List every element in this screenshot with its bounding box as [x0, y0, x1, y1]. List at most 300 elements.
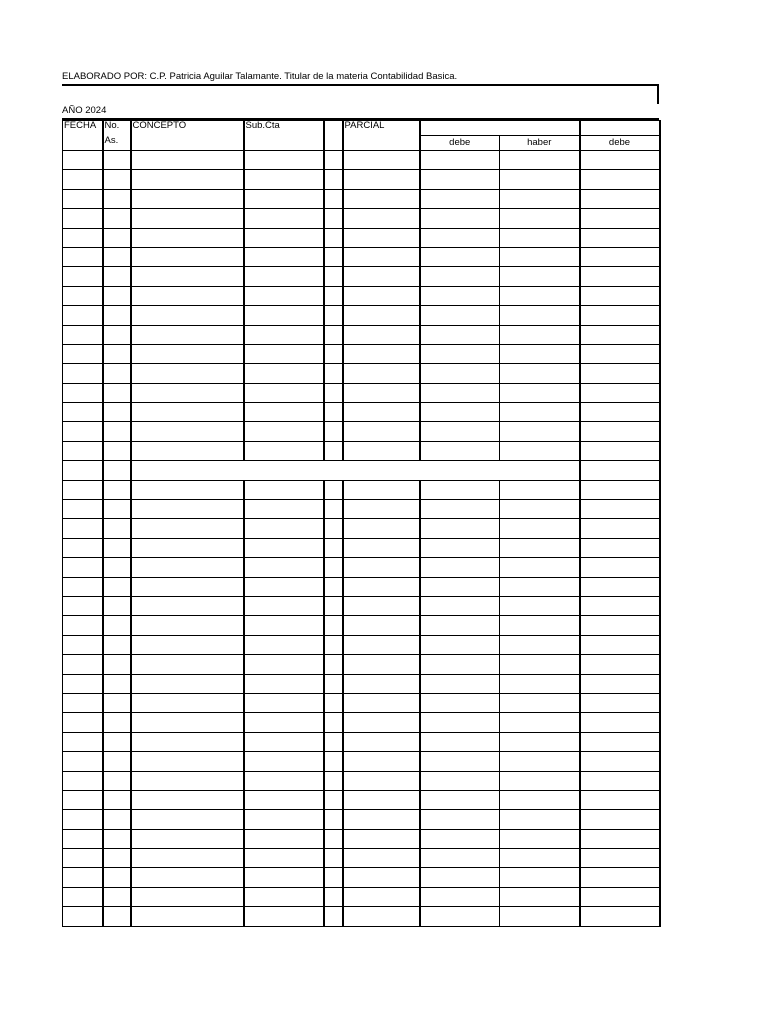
- cell-debe-1[interactable]: [420, 286, 500, 305]
- cell-parcial[interactable]: [343, 558, 420, 577]
- cell-debe-1[interactable]: [420, 635, 500, 654]
- cell-subcta[interactable]: [244, 538, 324, 557]
- cell-subcta[interactable]: [244, 500, 324, 519]
- cell-no-as[interactable]: [103, 829, 131, 848]
- cell-subcta[interactable]: [244, 441, 324, 460]
- cell-debe-1[interactable]: [420, 907, 500, 926]
- cell-concepto[interactable]: [131, 538, 244, 557]
- cell-debe-2[interactable]: [580, 189, 660, 208]
- cell-debe-1[interactable]: [420, 403, 500, 422]
- cell-debe-2[interactable]: [580, 538, 660, 557]
- cell-debe-2[interactable]: [580, 325, 660, 344]
- cell-fecha[interactable]: [63, 383, 103, 402]
- cell-fecha[interactable]: [63, 907, 103, 926]
- cell-concepto[interactable]: [131, 810, 244, 829]
- cell-blank[interactable]: [324, 189, 343, 208]
- cell-debe-2[interactable]: [580, 790, 660, 809]
- cell-blank[interactable]: [324, 616, 343, 635]
- cell-parcial[interactable]: [343, 868, 420, 887]
- cell-subcta[interactable]: [244, 247, 324, 266]
- cell-subcta[interactable]: [244, 422, 324, 441]
- cell-concepto[interactable]: [131, 383, 244, 402]
- cell-debe-1[interactable]: [420, 306, 500, 325]
- cell-haber-1[interactable]: [500, 596, 580, 615]
- cell-fecha[interactable]: [63, 189, 103, 208]
- cell-subcta[interactable]: [244, 325, 324, 344]
- cell-debe-2[interactable]: [580, 383, 660, 402]
- cell-haber-1[interactable]: [500, 344, 580, 363]
- cell-haber-1[interactable]: [500, 868, 580, 887]
- cell-debe-1[interactable]: [420, 616, 500, 635]
- cell-concepto[interactable]: [131, 616, 244, 635]
- cell-parcial[interactable]: [343, 403, 420, 422]
- cell-subcta[interactable]: [244, 752, 324, 771]
- cell-debe-2[interactable]: [580, 500, 660, 519]
- cell-concepto[interactable]: [131, 771, 244, 790]
- cell-haber-1[interactable]: [500, 422, 580, 441]
- cell-blank[interactable]: [324, 538, 343, 557]
- cell-fecha[interactable]: [63, 286, 103, 305]
- cell-subcta[interactable]: [244, 635, 324, 654]
- cell-haber-1[interactable]: [500, 887, 580, 906]
- cell-debe-2[interactable]: [580, 616, 660, 635]
- cell-parcial[interactable]: [343, 907, 420, 926]
- cell-fecha[interactable]: [63, 558, 103, 577]
- cell-debe-1[interactable]: [420, 887, 500, 906]
- cell-no-as[interactable]: [103, 849, 131, 868]
- cell-fecha[interactable]: [63, 674, 103, 693]
- cell-no-as[interactable]: [103, 596, 131, 615]
- cell-subcta[interactable]: [244, 596, 324, 615]
- cell-blank[interactable]: [324, 752, 343, 771]
- cell-blank[interactable]: [324, 596, 343, 615]
- cell-subcta[interactable]: [244, 519, 324, 538]
- cell-no-as[interactable]: [103, 247, 131, 266]
- cell-parcial[interactable]: [343, 441, 420, 460]
- cell-fecha[interactable]: [63, 325, 103, 344]
- cell-debe-1[interactable]: [420, 422, 500, 441]
- cell-blank[interactable]: [324, 849, 343, 868]
- cell-subcta[interactable]: [244, 674, 324, 693]
- cell-haber-1[interactable]: [500, 151, 580, 170]
- cell-subcta[interactable]: [244, 655, 324, 674]
- cell-parcial[interactable]: [343, 383, 420, 402]
- cell-no-as[interactable]: [103, 170, 131, 189]
- cell-haber-1[interactable]: [500, 616, 580, 635]
- cell-no-as[interactable]: [103, 480, 131, 499]
- cell-fecha[interactable]: [63, 267, 103, 286]
- cell-no-as[interactable]: [103, 228, 131, 247]
- cell-fecha[interactable]: [63, 364, 103, 383]
- cell-fecha[interactable]: [63, 403, 103, 422]
- cell-no-as[interactable]: [103, 713, 131, 732]
- cell-debe-1[interactable]: [420, 441, 500, 460]
- cell-no-as[interactable]: [103, 325, 131, 344]
- cell-no-as[interactable]: [103, 790, 131, 809]
- cell-debe-2[interactable]: [580, 907, 660, 926]
- cell-fecha[interactable]: [63, 306, 103, 325]
- cell-no-as[interactable]: [103, 189, 131, 208]
- cell-no-as[interactable]: [103, 887, 131, 906]
- cell-debe-1[interactable]: [420, 868, 500, 887]
- cell-debe-1[interactable]: [420, 558, 500, 577]
- cell-parcial[interactable]: [343, 616, 420, 635]
- cell-parcial[interactable]: [343, 577, 420, 596]
- cell-debe-2[interactable]: [580, 577, 660, 596]
- cell-subcta[interactable]: [244, 383, 324, 402]
- cell-concepto[interactable]: [131, 732, 244, 751]
- cell-fecha[interactable]: [63, 461, 103, 480]
- cell-debe-1[interactable]: [420, 500, 500, 519]
- cell-blank[interactable]: [324, 228, 343, 247]
- cell-concepto[interactable]: [131, 887, 244, 906]
- cell-parcial[interactable]: [343, 596, 420, 615]
- cell-concepto[interactable]: [131, 577, 244, 596]
- cell-debe-1[interactable]: [420, 170, 500, 189]
- cell-merged-concepto[interactable]: [131, 461, 580, 480]
- cell-parcial[interactable]: [343, 286, 420, 305]
- cell-blank[interactable]: [324, 907, 343, 926]
- cell-concepto[interactable]: [131, 790, 244, 809]
- cell-concepto[interactable]: [131, 500, 244, 519]
- cell-blank[interactable]: [324, 325, 343, 344]
- cell-debe-1[interactable]: [420, 674, 500, 693]
- cell-no-as[interactable]: [103, 286, 131, 305]
- cell-debe-1[interactable]: [420, 771, 500, 790]
- cell-subcta[interactable]: [244, 849, 324, 868]
- cell-subcta[interactable]: [244, 713, 324, 732]
- cell-fecha[interactable]: [63, 151, 103, 170]
- cell-parcial[interactable]: [343, 635, 420, 654]
- cell-subcta[interactable]: [244, 577, 324, 596]
- cell-fecha[interactable]: [63, 790, 103, 809]
- cell-no-as[interactable]: [103, 441, 131, 460]
- cell-blank[interactable]: [324, 247, 343, 266]
- cell-fecha[interactable]: [63, 538, 103, 557]
- cell-haber-1[interactable]: [500, 500, 580, 519]
- cell-haber-1[interactable]: [500, 383, 580, 402]
- cell-debe-1[interactable]: [420, 829, 500, 848]
- cell-debe-2[interactable]: [580, 247, 660, 266]
- cell-no-as[interactable]: [103, 209, 131, 228]
- cell-concepto[interactable]: [131, 713, 244, 732]
- cell-concepto[interactable]: [131, 519, 244, 538]
- cell-no-as[interactable]: [103, 616, 131, 635]
- cell-concepto[interactable]: [131, 422, 244, 441]
- cell-debe-1[interactable]: [420, 713, 500, 732]
- cell-no-as[interactable]: [103, 693, 131, 712]
- cell-debe-1[interactable]: [420, 538, 500, 557]
- cell-no-as[interactable]: [103, 364, 131, 383]
- cell-concepto[interactable]: [131, 480, 244, 499]
- cell-blank[interactable]: [324, 441, 343, 460]
- cell-concepto[interactable]: [131, 829, 244, 848]
- cell-debe-1[interactable]: [420, 383, 500, 402]
- cell-haber-1[interactable]: [500, 713, 580, 732]
- cell-blank[interactable]: [324, 209, 343, 228]
- cell-haber-1[interactable]: [500, 286, 580, 305]
- cell-haber-1[interactable]: [500, 480, 580, 499]
- cell-parcial[interactable]: [343, 151, 420, 170]
- cell-blank[interactable]: [324, 422, 343, 441]
- cell-no-as[interactable]: [103, 403, 131, 422]
- cell-blank[interactable]: [324, 655, 343, 674]
- cell-parcial[interactable]: [343, 655, 420, 674]
- cell-subcta[interactable]: [244, 228, 324, 247]
- cell-debe-1[interactable]: [420, 849, 500, 868]
- cell-debe-1[interactable]: [420, 655, 500, 674]
- cell-subcta[interactable]: [244, 209, 324, 228]
- cell-debe-2[interactable]: [580, 771, 660, 790]
- cell-concepto[interactable]: [131, 267, 244, 286]
- cell-fecha[interactable]: [63, 480, 103, 499]
- cell-concepto[interactable]: [131, 286, 244, 305]
- cell-no-as[interactable]: [103, 538, 131, 557]
- cell-blank[interactable]: [324, 403, 343, 422]
- cell-blank[interactable]: [324, 810, 343, 829]
- cell-concepto[interactable]: [131, 655, 244, 674]
- cell-haber-1[interactable]: [500, 267, 580, 286]
- cell-subcta[interactable]: [244, 887, 324, 906]
- cell-subcta[interactable]: [244, 151, 324, 170]
- cell-parcial[interactable]: [343, 790, 420, 809]
- cell-concepto[interactable]: [131, 674, 244, 693]
- cell-no-as[interactable]: [103, 306, 131, 325]
- cell-concepto[interactable]: [131, 403, 244, 422]
- cell-parcial[interactable]: [343, 344, 420, 363]
- cell-concepto[interactable]: [131, 306, 244, 325]
- cell-subcta[interactable]: [244, 364, 324, 383]
- cell-debe-1[interactable]: [420, 209, 500, 228]
- cell-parcial[interactable]: [343, 538, 420, 557]
- cell-debe-2[interactable]: [580, 674, 660, 693]
- cell-debe-2[interactable]: [580, 441, 660, 460]
- cell-no-as[interactable]: [103, 519, 131, 538]
- cell-blank[interactable]: [324, 674, 343, 693]
- cell-debe-1[interactable]: [420, 247, 500, 266]
- cell-debe-1[interactable]: [420, 344, 500, 363]
- cell-fecha[interactable]: [63, 228, 103, 247]
- cell-no-as[interactable]: [103, 635, 131, 654]
- cell-subcta[interactable]: [244, 344, 324, 363]
- cell-concepto[interactable]: [131, 441, 244, 460]
- cell-blank[interactable]: [324, 151, 343, 170]
- cell-haber-1[interactable]: [500, 519, 580, 538]
- cell-debe-2[interactable]: [580, 810, 660, 829]
- cell-parcial[interactable]: [343, 693, 420, 712]
- cell-fecha[interactable]: [63, 849, 103, 868]
- cell-blank[interactable]: [324, 635, 343, 654]
- cell-concepto[interactable]: [131, 849, 244, 868]
- cell-debe-1[interactable]: [420, 752, 500, 771]
- cell-debe-1[interactable]: [420, 267, 500, 286]
- cell-debe-2[interactable]: [580, 364, 660, 383]
- cell-debe-2[interactable]: [580, 713, 660, 732]
- cell-fecha[interactable]: [63, 752, 103, 771]
- cell-no-as[interactable]: [103, 500, 131, 519]
- cell-haber-1[interactable]: [500, 829, 580, 848]
- cell-haber-1[interactable]: [500, 403, 580, 422]
- cell-fecha[interactable]: [63, 868, 103, 887]
- cell-fecha[interactable]: [63, 732, 103, 751]
- cell-haber-1[interactable]: [500, 907, 580, 926]
- cell-parcial[interactable]: [343, 849, 420, 868]
- cell-parcial[interactable]: [343, 247, 420, 266]
- cell-subcta[interactable]: [244, 693, 324, 712]
- cell-subcta[interactable]: [244, 868, 324, 887]
- cell-parcial[interactable]: [343, 732, 420, 751]
- cell-blank[interactable]: [324, 383, 343, 402]
- cell-debe-1[interactable]: [420, 790, 500, 809]
- cell-concepto[interactable]: [131, 868, 244, 887]
- cell-haber-1[interactable]: [500, 635, 580, 654]
- cell-blank[interactable]: [324, 693, 343, 712]
- cell-haber-1[interactable]: [500, 655, 580, 674]
- cell-debe-1[interactable]: [420, 480, 500, 499]
- cell-blank[interactable]: [324, 713, 343, 732]
- cell-haber-1[interactable]: [500, 771, 580, 790]
- cell-concepto[interactable]: [131, 364, 244, 383]
- cell-fecha[interactable]: [63, 635, 103, 654]
- cell-subcta[interactable]: [244, 286, 324, 305]
- cell-debe-2[interactable]: [580, 596, 660, 615]
- cell-haber-1[interactable]: [500, 228, 580, 247]
- cell-parcial[interactable]: [343, 752, 420, 771]
- cell-blank[interactable]: [324, 887, 343, 906]
- cell-parcial[interactable]: [343, 887, 420, 906]
- cell-concepto[interactable]: [131, 325, 244, 344]
- cell-haber-1[interactable]: [500, 306, 580, 325]
- cell-fecha[interactable]: [63, 170, 103, 189]
- cell-subcta[interactable]: [244, 267, 324, 286]
- cell-debe-1[interactable]: [420, 810, 500, 829]
- cell-parcial[interactable]: [343, 209, 420, 228]
- cell-blank[interactable]: [324, 558, 343, 577]
- cell-parcial[interactable]: [343, 519, 420, 538]
- cell-fecha[interactable]: [63, 422, 103, 441]
- cell-parcial[interactable]: [343, 480, 420, 499]
- cell-parcial[interactable]: [343, 364, 420, 383]
- cell-debe-2[interactable]: [580, 422, 660, 441]
- cell-debe-1[interactable]: [420, 693, 500, 712]
- cell-fecha[interactable]: [63, 596, 103, 615]
- cell-subcta[interactable]: [244, 170, 324, 189]
- cell-debe-1[interactable]: [420, 151, 500, 170]
- cell-fecha[interactable]: [63, 519, 103, 538]
- cell-parcial[interactable]: [343, 810, 420, 829]
- cell-no-as[interactable]: [103, 907, 131, 926]
- cell-concepto[interactable]: [131, 228, 244, 247]
- cell-subcta[interactable]: [244, 480, 324, 499]
- cell-blank[interactable]: [324, 267, 343, 286]
- cell-blank[interactable]: [324, 286, 343, 305]
- cell-no-as[interactable]: [103, 868, 131, 887]
- cell-parcial[interactable]: [343, 713, 420, 732]
- cell-debe-2[interactable]: [580, 558, 660, 577]
- cell-debe-2[interactable]: [580, 635, 660, 654]
- cell-parcial[interactable]: [343, 771, 420, 790]
- cell-no-as[interactable]: [103, 752, 131, 771]
- cell-debe-2[interactable]: [580, 228, 660, 247]
- cell-no-as[interactable]: [103, 422, 131, 441]
- cell-haber-1[interactable]: [500, 790, 580, 809]
- cell-debe-2[interactable]: [580, 868, 660, 887]
- cell-concepto[interactable]: [131, 344, 244, 363]
- cell-haber-1[interactable]: [500, 732, 580, 751]
- cell-subcta[interactable]: [244, 616, 324, 635]
- cell-blank[interactable]: [324, 480, 343, 499]
- cell-debe-2[interactable]: [580, 170, 660, 189]
- cell-parcial[interactable]: [343, 306, 420, 325]
- cell-subcta[interactable]: [244, 306, 324, 325]
- cell-no-as[interactable]: [103, 267, 131, 286]
- cell-debe-1[interactable]: [420, 228, 500, 247]
- cell-debe-2[interactable]: [580, 693, 660, 712]
- cell-debe-2[interactable]: [580, 209, 660, 228]
- cell-fecha[interactable]: [63, 500, 103, 519]
- cell-no-as[interactable]: [103, 771, 131, 790]
- cell-fecha[interactable]: [63, 771, 103, 790]
- cell-debe-2[interactable]: [580, 887, 660, 906]
- cell-blank[interactable]: [324, 829, 343, 848]
- cell-debe-2[interactable]: [580, 461, 660, 480]
- cell-concepto[interactable]: [131, 907, 244, 926]
- cell-fecha[interactable]: [63, 693, 103, 712]
- cell-no-as[interactable]: [103, 810, 131, 829]
- cell-no-as[interactable]: [103, 461, 131, 480]
- cell-subcta[interactable]: [244, 403, 324, 422]
- cell-debe-2[interactable]: [580, 151, 660, 170]
- cell-haber-1[interactable]: [500, 558, 580, 577]
- cell-fecha[interactable]: [63, 616, 103, 635]
- cell-debe-1[interactable]: [420, 364, 500, 383]
- cell-subcta[interactable]: [244, 558, 324, 577]
- cell-haber-1[interactable]: [500, 849, 580, 868]
- cell-debe-2[interactable]: [580, 519, 660, 538]
- cell-debe-2[interactable]: [580, 267, 660, 286]
- cell-haber-1[interactable]: [500, 810, 580, 829]
- cell-haber-1[interactable]: [500, 364, 580, 383]
- cell-debe-2[interactable]: [580, 849, 660, 868]
- cell-haber-1[interactable]: [500, 674, 580, 693]
- cell-debe-1[interactable]: [420, 577, 500, 596]
- cell-haber-1[interactable]: [500, 693, 580, 712]
- cell-concepto[interactable]: [131, 189, 244, 208]
- cell-parcial[interactable]: [343, 500, 420, 519]
- cell-subcta[interactable]: [244, 790, 324, 809]
- cell-haber-1[interactable]: [500, 247, 580, 266]
- cell-debe-1[interactable]: [420, 519, 500, 538]
- cell-concepto[interactable]: [131, 558, 244, 577]
- cell-concepto[interactable]: [131, 635, 244, 654]
- cell-parcial[interactable]: [343, 228, 420, 247]
- cell-concepto[interactable]: [131, 693, 244, 712]
- cell-debe-2[interactable]: [580, 286, 660, 305]
- cell-no-as[interactable]: [103, 344, 131, 363]
- cell-parcial[interactable]: [343, 267, 420, 286]
- cell-concepto[interactable]: [131, 170, 244, 189]
- cell-debe-1[interactable]: [420, 596, 500, 615]
- cell-debe-1[interactable]: [420, 732, 500, 751]
- cell-fecha[interactable]: [63, 577, 103, 596]
- cell-no-as[interactable]: [103, 655, 131, 674]
- cell-parcial[interactable]: [343, 674, 420, 693]
- cell-debe-2[interactable]: [580, 344, 660, 363]
- cell-parcial[interactable]: [343, 422, 420, 441]
- cell-haber-1[interactable]: [500, 189, 580, 208]
- cell-concepto[interactable]: [131, 596, 244, 615]
- cell-haber-1[interactable]: [500, 170, 580, 189]
